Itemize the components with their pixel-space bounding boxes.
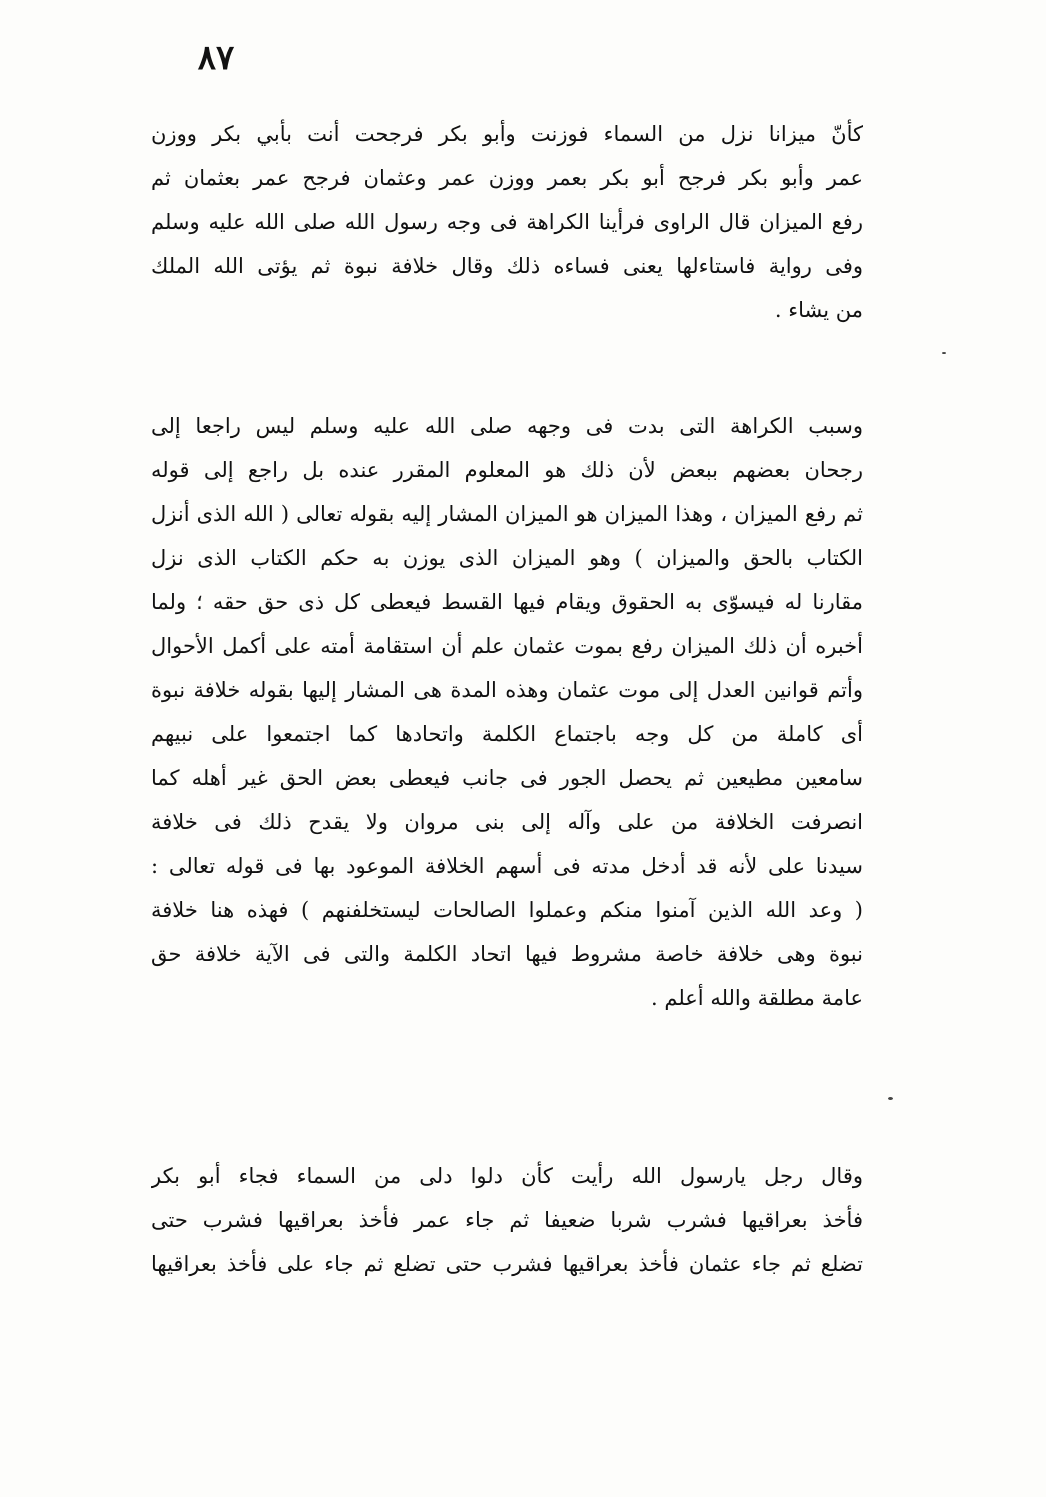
text-line: نبوة وهى خلافة خاصة مشروط فيها اتحاد الكلمة والتى فى الآية خلافة حق	[151, 942, 863, 966]
text-line: ( وعد الله الذين آمنوا منكم وعملوا الصالحات ليستخلفنهم ) فهذه هنا خلافة	[151, 898, 863, 922]
text-line: وأتم قوانين العدل إلى موت عثمان وهذه المدة هى المشار إليها بقوله خلافة نبوة	[151, 678, 863, 702]
text-line: من يشاء .	[774, 298, 863, 322]
text-line: أخبره أن ذلك الميزان رفع بموت عثمان علم أن استقامة أمته على أكمل الأحوال	[151, 634, 863, 658]
text-line: الكتاب بالحق والميزان ) وهو الميزان الذى يوزن به حكم الكتاب الذى نزل	[151, 546, 863, 570]
paragraph	[151, 112, 863, 332]
text-line: رجحان بعضهم ببعض لأن ذلك هو المعلوم المقرر عنده بل راجع إلى قوله	[151, 458, 863, 482]
text-line: عامة مطلقة والله أعلم .	[651, 986, 863, 1010]
text-line: وسبب الكراهة التى بدت فى وجهه صلى الله عليه وسلم ليس راجعا إلى	[151, 414, 863, 438]
text-line: ثم رفع الميزان ، وهذا الميزان هو الميزان المشار إليه بقوله تعالى ( الله الذى أنزل	[151, 502, 863, 526]
text-line: كأنّ ميزانا نزل من السماء فوزنت وأبو بكر فرجحت أنت بأبي بكر ووزن	[151, 122, 863, 146]
text-line: رفع الميزان قال الراوى فرأينا الكراهة فى وجه رسول الله صلى الله عليه وسلم	[151, 210, 863, 234]
text-line: وفى رواية فاستاءلها يعنى فساءه ذلك وقال خلافة نبوة ثم يؤتى الله الملك	[151, 254, 863, 278]
text-line: سامعين مطيعين ثم يحصل الجور فى جانب فيعطى بعض الحق غير أهله كما	[151, 766, 863, 790]
text-line: مقارنا له فيسوّى به الحقوق ويقام فيها القسط فيعطى كل ذى حق حقه ؛ ولما	[151, 590, 863, 614]
text-line: انصرفت الخلافة من على وآله إلى بنى مروان ولا يقدح ذلك فى خلافة	[151, 810, 863, 834]
paragraph	[151, 1154, 863, 1286]
paragraph	[151, 404, 863, 1020]
text-line: وقال رجل يارسول الله رأيت كأن دلوا دلى من السماء فجاء أبو بكر	[151, 1164, 863, 1188]
page-number: ٨٧	[197, 38, 235, 78]
text-line: أى كاملة من كل وجه باجتماع الكلمة واتحادها كما اجتمعوا على نبيهم	[151, 722, 863, 746]
text-line: سيدنا على لأنه قد أدخل مدته فى أسهم الخلافة الموعود بها فى قوله تعالى :	[151, 854, 863, 878]
text-line: تضلع ثم جاء عثمان فأخذ بعراقيها فشرب حتى تضلع ثم جاء على فأخذ بعراقيها	[151, 1252, 863, 1276]
text-line: عمر وأبو بكر فرجح أبو بكر بعمر ووزن عمر وعثمان فرجح عمر بعثمان ثم	[151, 166, 863, 190]
paper-speck	[888, 1097, 893, 1100]
paper-speck	[942, 352, 946, 354]
text-line: فأخذ بعراقيها فشرب شربا ضعيفا ثم جاء عمر فأخذ بعراقيها فشرب حتى	[151, 1208, 863, 1232]
